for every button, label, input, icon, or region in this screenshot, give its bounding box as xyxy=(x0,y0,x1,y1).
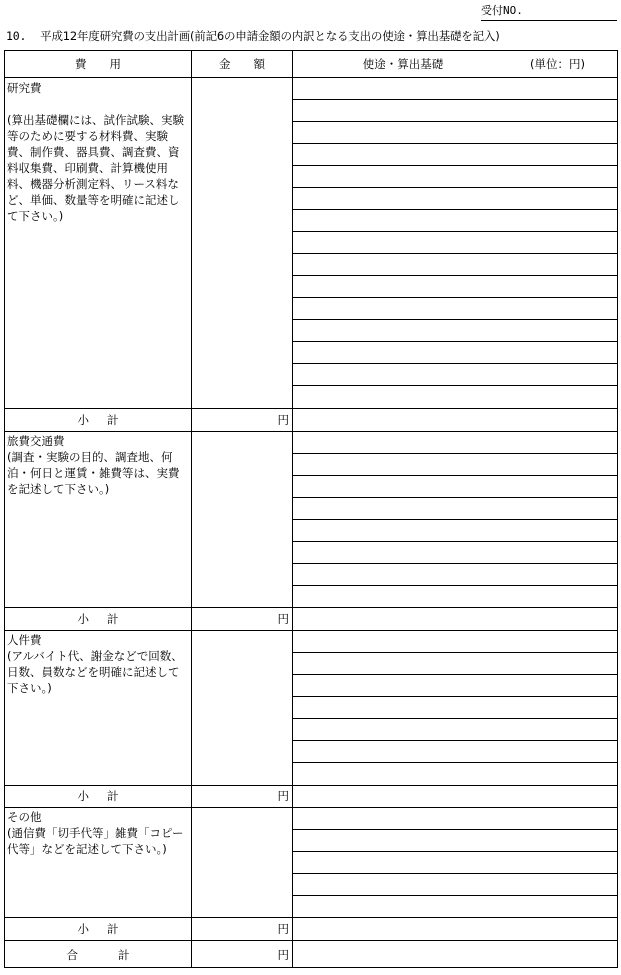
subtotal-label-research: 小計 xyxy=(77,413,137,427)
subtotal-label-personnel: 小計 xyxy=(77,789,137,803)
subtotal-yen-travel: 円 xyxy=(277,612,289,626)
header-unit: (単位：円) xyxy=(530,57,585,71)
subtotal-yen-research: 円 xyxy=(277,413,289,427)
category-title-research: 研究費 xyxy=(7,81,42,95)
category-title-personnel: 人件費 xyxy=(7,633,42,647)
category-desc-research: (算出基礎欄には、試作試験、実験等のために要する材料費、実験費、制作費、器具費、調査費、資料収集費、印刷費、計算機使用料、機器分析測定料、リース料など、単価、数量等を明確に記述して下さい。) xyxy=(7,113,184,223)
total-yen: 円 xyxy=(277,948,289,962)
subtotal-yen-personnel: 円 xyxy=(277,789,289,803)
section-number: 10. xyxy=(6,29,27,43)
header-expense: 費 用 xyxy=(75,57,121,71)
category-title-travel: 旅費交通費 xyxy=(7,434,65,448)
subtotal-label-other: 小計 xyxy=(77,922,137,936)
category-desc-personnel: (アルバイト代、謝金などで回数、日数、員数などを明確に記述して下さい。) xyxy=(7,649,183,695)
subtotal-yen-other: 円 xyxy=(277,922,289,936)
header-amount: 金 額 xyxy=(219,57,265,71)
category-title-other: その他 xyxy=(7,810,42,824)
header-usage: 使途・算出基礎 xyxy=(362,57,444,71)
section-title: 平成12年度研究費の支出計画(前記6の申請金額の内訳となる支出の使途・算出基礎を記入) xyxy=(40,29,500,43)
category-desc-travel: (調査・実験の目的、調査地、何泊・何日と運賃・雑費等は、実費を記述して下さい。) xyxy=(7,450,180,496)
category-desc-other: (通信費「切手代等」雑費「コピー代等」などを記述して下さい。) xyxy=(7,826,184,856)
total-label: 合計 xyxy=(66,948,170,962)
subtotal-label-travel: 小計 xyxy=(77,612,137,626)
receipt-number-label: 受付NO. xyxy=(481,4,523,17)
